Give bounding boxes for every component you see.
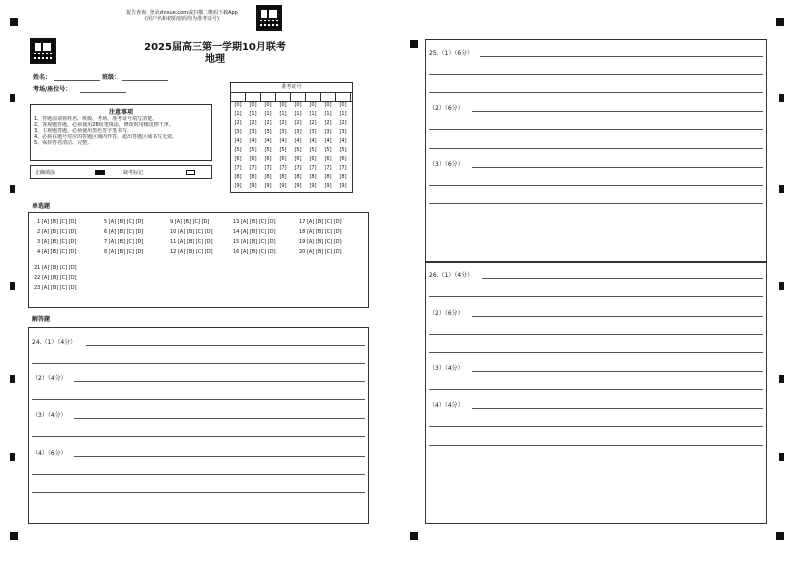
answer-line[interactable]: [32, 393, 365, 400]
mcq-item[interactable]: 16 [A] [B] [C] [D]: [233, 249, 276, 255]
answer-line[interactable]: [482, 272, 763, 279]
exam-id-bubble[interactable]: [1]: [279, 111, 287, 117]
answer-line[interactable]: [472, 161, 763, 168]
exam-id-bubble[interactable]: [1]: [324, 111, 332, 117]
answer-line[interactable]: [74, 375, 365, 382]
answer-line[interactable]: [429, 123, 763, 130]
exam-id-column[interactable]: [323, 101, 333, 191]
exam-id-title: 准考证号: [231, 83, 352, 93]
exam-id-bubble[interactable]: [4]: [279, 138, 287, 144]
timing-mark: [10, 282, 15, 290]
mcq-item[interactable]: 20 [A] [B] [C] [D]: [299, 249, 342, 255]
answer-line[interactable]: [86, 339, 365, 346]
exam-id-bubble[interactable]: [6]: [339, 156, 347, 162]
exam-id-bubble[interactable]: [3]: [264, 129, 272, 135]
timing-mark: [779, 185, 784, 193]
answer-section-title: 解答题: [32, 316, 51, 323]
exam-id-bubble[interactable]: [0]: [294, 102, 302, 108]
mcq-item[interactable]: 12 [A] [B] [C] [D]: [170, 249, 213, 255]
exam-id-bubble[interactable]: [9]: [339, 183, 347, 189]
q24-part2-label: （2）（4分）: [32, 375, 67, 382]
notes-box: [30, 104, 212, 161]
exam-id-bubble[interactable]: [9]: [234, 183, 242, 189]
exam-id-bubble[interactable]: [6]: [309, 156, 317, 162]
exam-id-bubble[interactable]: [5]: [309, 147, 317, 153]
exam-id-bubble[interactable]: [0]: [264, 102, 272, 108]
exam-id-column[interactable]: [233, 101, 243, 191]
exam-id-bubble[interactable]: [2]: [264, 120, 272, 126]
q26-part3-label: （3）（4分）: [429, 365, 464, 372]
subject-title: 地理: [205, 54, 225, 65]
exam-id-bubble[interactable]: [5]: [249, 147, 257, 153]
q25-part3-label: （3）（6分）: [429, 161, 464, 168]
answer-line[interactable]: [429, 328, 763, 335]
exam-id-column[interactable]: [308, 101, 318, 191]
exam-id-bubble[interactable]: [4]: [234, 138, 242, 144]
name-label: 姓名：: [33, 74, 52, 81]
corner-mark-mid: [410, 532, 418, 540]
corner-mark-bl: [10, 532, 18, 540]
answer-line[interactable]: [429, 197, 763, 204]
notes-title: 注意事项: [108, 109, 133, 116]
q24-part3-label: （3）（4分）: [32, 412, 67, 419]
exam-id-bubble[interactable]: [9]: [249, 183, 257, 189]
answer-line[interactable]: [32, 357, 365, 364]
mcq-item[interactable]: 8 [A] [B] [C] [D]: [104, 249, 144, 255]
mcq-section-title: 单选题: [32, 203, 51, 210]
exam-id-bubble[interactable]: [5]: [279, 147, 287, 153]
answer-line[interactable]: [429, 68, 763, 75]
correct-fill-sample: [95, 170, 105, 175]
exam-id-bubble[interactable]: [8]: [249, 174, 257, 180]
q26-part4-label: （4）（4分）: [429, 402, 464, 409]
answer-line[interactable]: [429, 86, 763, 93]
exam-id-bubble[interactable]: [2]: [249, 120, 257, 126]
exam-id-bubble[interactable]: [0]: [249, 102, 257, 108]
exam-id-bubble[interactable]: [4]: [264, 138, 272, 144]
exam-id-bubble[interactable]: [3]: [294, 129, 302, 135]
exam-id-bubble[interactable]: [5]: [234, 147, 242, 153]
exam-id-bubble[interactable]: [8]: [279, 174, 287, 180]
exam-id-bubble[interactable]: [3]: [309, 129, 317, 135]
exam-id-column[interactable]: [248, 101, 258, 191]
exam-id-bubble[interactable]: [8]: [234, 174, 242, 180]
exam-id-bubble[interactable]: [3]: [249, 129, 257, 135]
exam-id-bubble[interactable]: [2]: [309, 120, 317, 126]
exam-id-bubble[interactable]: [5]: [294, 147, 302, 153]
qr-code-icon: [256, 5, 282, 31]
exam-id-bubble[interactable]: [2]: [279, 120, 287, 126]
exam-id-bubble[interactable]: [8]: [309, 174, 317, 180]
exam-id-bubble[interactable]: [6]: [324, 156, 332, 162]
timing-mark: [10, 453, 15, 461]
timing-mark: [779, 94, 784, 102]
exam-id-bubble[interactable]: [1]: [294, 111, 302, 117]
answer-line[interactable]: [472, 105, 763, 112]
report-notice-line1: 报告查询: 登录zhixue.com或扫描二维码下载App: [126, 10, 238, 16]
exam-id-bubble[interactable]: [8]: [294, 174, 302, 180]
exam-id-bubble[interactable]: [1]: [339, 111, 347, 117]
corner-mark-tr: [776, 18, 784, 26]
exam-id-bubble[interactable]: [5]: [339, 147, 347, 153]
exam-id-bubble[interactable]: [7]: [309, 165, 317, 171]
exam-id-bubble[interactable]: [7]: [249, 165, 257, 171]
exam-id-bubble[interactable]: [0]: [324, 102, 332, 108]
exam-id-bubble[interactable]: [4]: [309, 138, 317, 144]
q26-part1-label: 26.（1）（4分）: [429, 272, 474, 279]
mcq-item[interactable]: 21 [A] [B] [C] [D]: [34, 265, 77, 271]
exam-id-column[interactable]: [263, 101, 273, 191]
exam-id-bubble[interactable]: [8]: [324, 174, 332, 180]
answer-line[interactable]: [429, 179, 763, 186]
answer-line[interactable]: [32, 430, 365, 437]
exam-id-bubble[interactable]: [5]: [264, 147, 272, 153]
exam-id-bubble[interactable]: [4]: [249, 138, 257, 144]
exam-id-bubble[interactable]: [6]: [234, 156, 242, 162]
mcq-item[interactable]: 3 [A] [B] [C] [D]: [37, 239, 77, 245]
timing-mark: [10, 375, 15, 383]
exam-id-bubble[interactable]: [7]: [234, 165, 242, 171]
exam-id-bubble[interactable]: [1]: [234, 111, 242, 117]
exam-id-bubble[interactable]: [6]: [264, 156, 272, 162]
exam-id-bubble[interactable]: [2]: [324, 120, 332, 126]
q26-box: [425, 262, 767, 524]
exam-id-bubble[interactable]: [7]: [324, 165, 332, 171]
answer-line[interactable]: [472, 310, 763, 317]
mcq-item[interactable]: 18 [A] [B] [C] [D]: [299, 229, 342, 235]
answer-line[interactable]: [74, 450, 365, 457]
exam-id-bubble[interactable]: [1]: [249, 111, 257, 117]
answer-line[interactable]: [472, 365, 763, 372]
exam-id-bubble[interactable]: [3]: [339, 129, 347, 135]
exam-id-bubble[interactable]: [2]: [234, 120, 242, 126]
exam-id-column[interactable]: [293, 101, 303, 191]
exam-id-bubble[interactable]: [9]: [279, 183, 287, 189]
exam-id-bubble[interactable]: [7]: [264, 165, 272, 171]
mcq-item[interactable]: 22 [A] [B] [C] [D]: [34, 275, 77, 281]
answer-line[interactable]: [429, 142, 763, 149]
mcq-item[interactable]: 2 [A] [B] [C] [D]: [37, 229, 77, 235]
answer-line[interactable]: [429, 420, 763, 427]
notes-item: 5、保持答卷清洁、完整。: [34, 140, 93, 146]
notes-item: 3、主观题答题，必须使用黑色签字笔书写。: [34, 128, 133, 134]
class-field[interactable]: [122, 74, 168, 81]
exam-id-bubble[interactable]: [2]: [294, 120, 302, 126]
corner-mark-tl: [10, 18, 18, 26]
corner-mark-br: [776, 532, 784, 540]
exam-id-bubble[interactable]: [4]: [339, 138, 347, 144]
answer-line[interactable]: [74, 412, 365, 419]
q24-part1-label: 24.（1）（4分）: [32, 339, 77, 346]
exam-id-bubble[interactable]: [9]: [309, 183, 317, 189]
exam-id-column[interactable]: [338, 101, 348, 191]
timing-mark: [779, 453, 784, 461]
qr-code-icon: [30, 38, 56, 64]
exam-id-bubble[interactable]: [4]: [294, 138, 302, 144]
room-label: 考场/座位号：: [33, 86, 72, 93]
exam-id-bubble[interactable]: [8]: [264, 174, 272, 180]
exam-id-bubble[interactable]: [4]: [324, 138, 332, 144]
exam-id-bubble[interactable]: [7]: [339, 165, 347, 171]
timing-mark: [779, 282, 784, 290]
mcq-item[interactable]: 9 [A] [B] [C] [D]: [170, 219, 210, 225]
exam-id-bubble[interactable]: [3]: [324, 129, 332, 135]
mcq-item[interactable]: 4 [A] [B] [C] [D]: [37, 249, 77, 255]
mcq-item[interactable]: 14 [A] [B] [C] [D]: [233, 229, 276, 235]
mcq-item[interactable]: 23 [A] [B] [C] [D]: [34, 285, 77, 291]
exam-id-bubble[interactable]: [9]: [324, 183, 332, 189]
exam-id-bubble[interactable]: [0]: [279, 102, 287, 108]
answer-line[interactable]: [429, 383, 763, 390]
exam-id-bubble[interactable]: [1]: [264, 111, 272, 117]
timing-mark: [779, 375, 784, 383]
answer-line[interactable]: [429, 439, 763, 446]
exam-id-bubble[interactable]: [6]: [294, 156, 302, 162]
mcq-item[interactable]: 1 [A] [B] [C] [D]: [37, 219, 77, 225]
absent-label: 缺考标记: [123, 170, 144, 176]
class-label: 班级：: [102, 74, 121, 81]
exam-id-bubble[interactable]: [7]: [294, 165, 302, 171]
report-notice: [112, 10, 252, 22]
mcq-item[interactable]: 10 [A] [B] [C] [D]: [170, 229, 213, 235]
exam-id-bubble[interactable]: [0]: [234, 102, 242, 108]
answer-line[interactable]: [429, 346, 763, 353]
q26-part2-label: （2）（6分）: [429, 310, 464, 317]
notes-item: 2、客观题答题，必须使用2B铅笔填涂，修改时用橡皮擦干净。: [34, 122, 174, 128]
notes-item: 1、答题前请将姓名、班级、考场、准考证号填写清楚。: [34, 116, 158, 122]
exam-id-bubble[interactable]: [0]: [339, 102, 347, 108]
mcq-item[interactable]: 19 [A] [B] [C] [D]: [299, 239, 342, 245]
exam-id-bubble[interactable]: [3]: [234, 129, 242, 135]
timing-mark: [10, 94, 15, 102]
exam-id-bubble[interactable]: [3]: [279, 129, 287, 135]
exam-id-bubble[interactable]: [7]: [279, 165, 287, 171]
corner-mark-mid-top: [410, 40, 418, 48]
report-notice-line2: (用户名和初始密码均为准考证号): [145, 16, 219, 22]
page-title: 2025届高三第一学期10月联考: [144, 42, 286, 53]
notes-item: 4、必须在题号对应的答题区域内作答，超出答题区域书写无效。: [34, 134, 178, 140]
correct-fill-label: 正确填涂: [35, 170, 56, 176]
exam-id-bubble[interactable]: [8]: [339, 174, 347, 180]
exam-id-bubble[interactable]: [5]: [324, 147, 332, 153]
answer-line[interactable]: [480, 50, 763, 57]
exam-id-bubble[interactable]: [2]: [339, 120, 347, 126]
exam-id-column[interactable]: [278, 101, 288, 191]
q25-part1-label: 25.（1）（6分）: [429, 50, 474, 57]
exam-id-bubble[interactable]: [0]: [309, 102, 317, 108]
timing-mark: [10, 185, 15, 193]
mcq-item[interactable]: 5 [A] [B] [C] [D]: [104, 219, 144, 225]
q24-part4-label: （4）（6分）: [32, 450, 67, 457]
exam-id-bubble[interactable]: [6]: [249, 156, 257, 162]
exam-id-bubble[interactable]: [1]: [309, 111, 317, 117]
absent-checkbox[interactable]: [186, 170, 195, 175]
mcq-item[interactable]: 15 [A] [B] [C] [D]: [233, 239, 276, 245]
exam-id-bubble[interactable]: [9]: [294, 183, 302, 189]
answer-line[interactable]: [32, 486, 365, 493]
answer-line[interactable]: [472, 402, 763, 409]
mcq-item[interactable]: 13 [A] [B] [C] [D]: [233, 219, 276, 225]
room-field[interactable]: [80, 86, 126, 93]
mcq-item[interactable]: 6 [A] [B] [C] [D]: [104, 229, 144, 235]
mcq-item[interactable]: 11 [A] [B] [C] [D]: [170, 239, 213, 245]
mcq-item[interactable]: 7 [A] [B] [C] [D]: [104, 239, 144, 245]
q25-part2-label: （2）（6分）: [429, 105, 464, 112]
fill-legend-box: [30, 165, 212, 179]
exam-id-bubble[interactable]: [6]: [279, 156, 287, 162]
answer-line[interactable]: [32, 468, 365, 475]
mcq-item[interactable]: 17 [A] [B] [C] [D]: [299, 219, 342, 225]
exam-id-bubble[interactable]: [9]: [264, 183, 272, 189]
answer-line[interactable]: [429, 290, 763, 297]
name-field[interactable]: [54, 74, 100, 81]
